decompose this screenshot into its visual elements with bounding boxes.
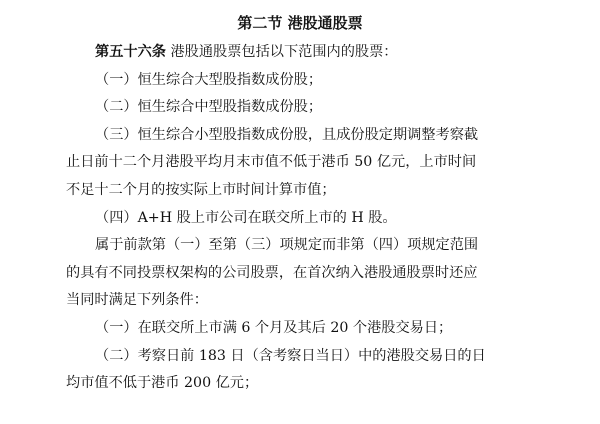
condition-2-line-2: 均市值不低于港币 200 亿元；: [66, 375, 259, 392]
article-number: 第五十六条: [95, 44, 166, 60]
item-3-line-1: （三）恒生综合小型股指数成份股，且成份股定期调整考察截: [95, 126, 479, 143]
condition-1: （一）在联交所上市满 6 个月及其后 20 个港股交易日；: [95, 319, 453, 336]
item-3-line-3: 不足十二个月的按实际上市时间计算市值；: [66, 181, 336, 198]
item-3-line-2: 止日前十二个月港股平均月末市值不低于港币 50 亿元，上市时间: [66, 154, 477, 171]
section-title: 第二节 港股通股票: [237, 14, 363, 32]
paragraph-2-line-1: 属于前款第（一）至第（三）项规定而非第（四）项规定范围: [95, 237, 479, 254]
condition-2-line-1: （二）考察日前 183 日（含考察日当日）中的港股交易日的日: [95, 347, 486, 364]
article-56-intro: [66, 39, 534, 67]
item-4: （四）A+H 股上市公司在联交所上市的 H 股。: [95, 209, 397, 226]
paragraph-2-line-3: 当同时满足下列条件：: [66, 292, 208, 309]
article-intro-text: 港股通股票包括以下范围内的股票：: [165, 44, 398, 60]
item-2: （二）恒生综合中型股指数成份股；: [95, 99, 323, 116]
paragraph-2-line-2: 的具有不同投票权架构的公司股票，在首次纳入港股通股票时还应: [66, 264, 478, 281]
item-1: （一）恒生综合大型股指数成份股；: [95, 71, 323, 88]
